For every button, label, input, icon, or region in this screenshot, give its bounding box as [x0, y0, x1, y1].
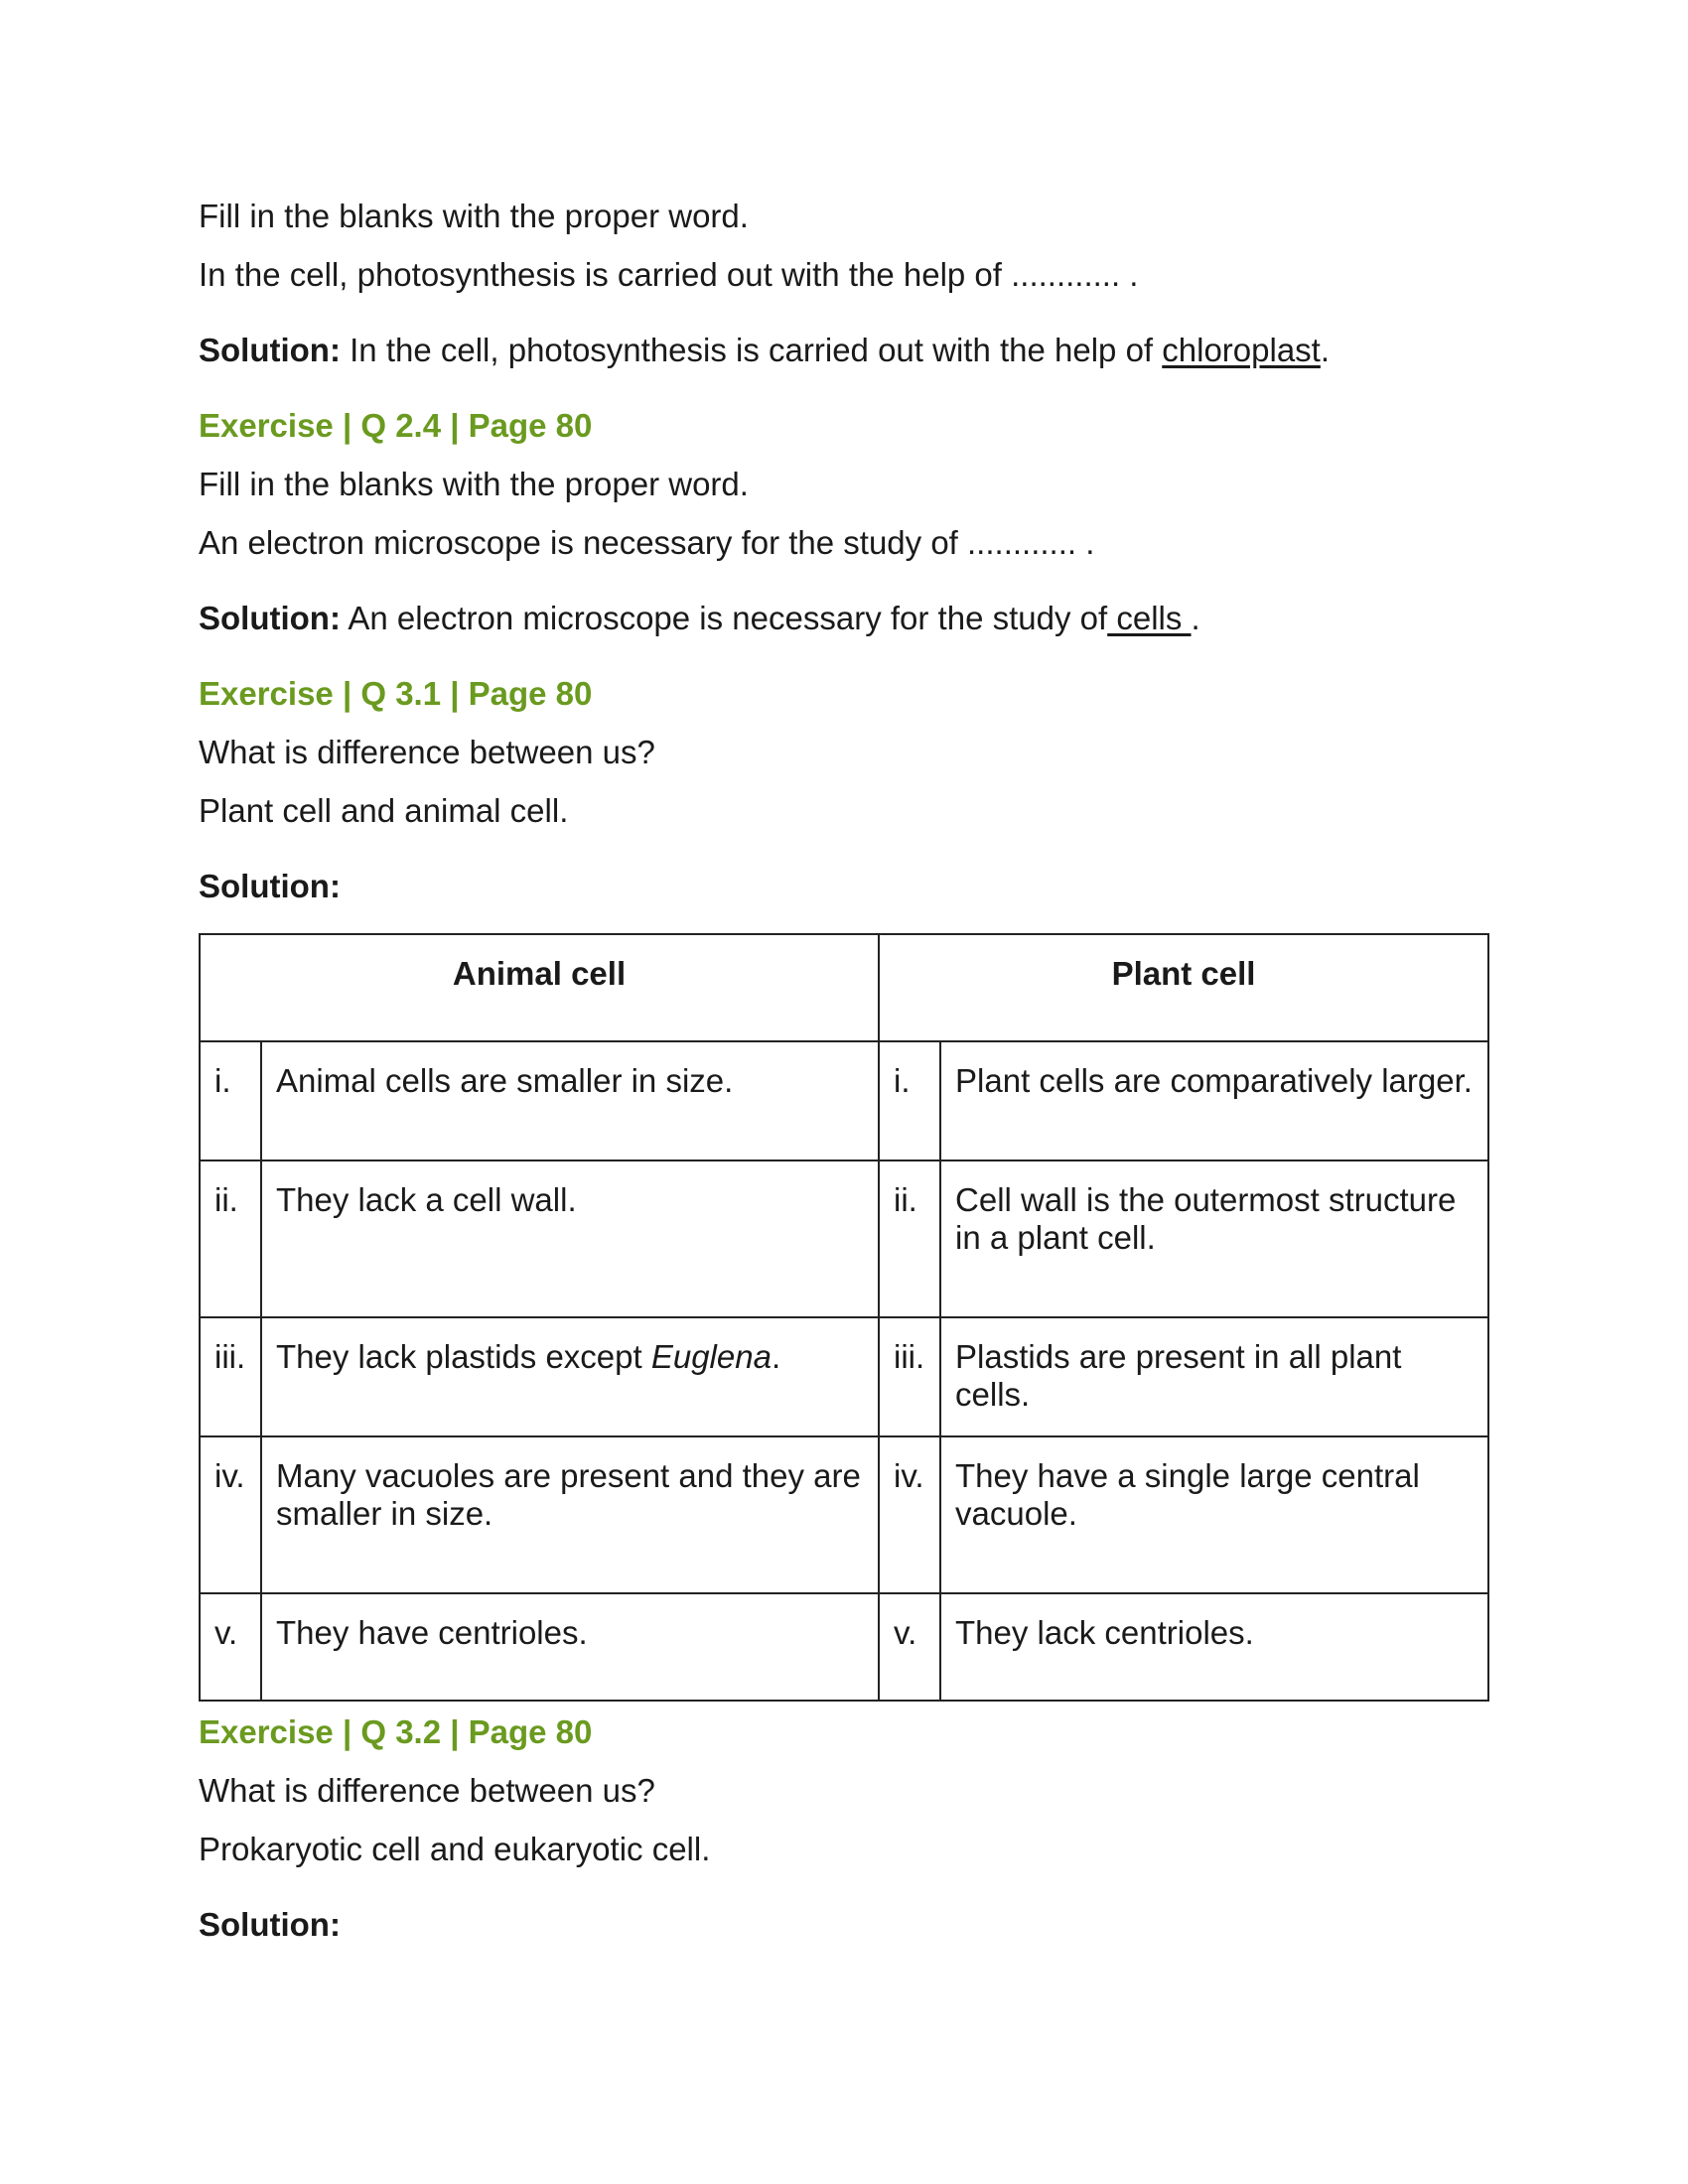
q24-solution-end: .	[1191, 600, 1200, 636]
animal-cell-text	[261, 1317, 879, 1436]
animal-cell-text: Animal cells are smaller in size.	[261, 1041, 879, 1160]
q31-subject: Plant cell and animal cell.	[199, 792, 569, 829]
row-number: v.	[200, 1593, 261, 1701]
q24-answer: cells	[1107, 600, 1192, 636]
table-row	[200, 1160, 1488, 1317]
plant-cell-text: They have a single large central vacuole.	[940, 1436, 1488, 1593]
animal-cell-text: They lack a cell wall.	[261, 1160, 879, 1317]
header-plant-cell: Plant cell	[879, 934, 1488, 1041]
animal-cell-text-pre: They lack plastids except	[276, 1338, 651, 1375]
document-page-lower	[199, 1712, 1489, 1945]
comparison-table	[199, 933, 1489, 1702]
q31-solution-label: Solution:	[199, 868, 341, 904]
plant-cell-text: Plant cells are comparatively larger.	[940, 1041, 1488, 1160]
q24-solution-text: An electron microscope is necessary for the study of	[340, 600, 1108, 636]
table-row	[200, 1436, 1488, 1593]
q23-question: In the cell, photosynthesis is carried out with the help of ............ .	[199, 256, 1139, 293]
plant-cell-text: Cell wall is the outermost structure in a plant cell.	[940, 1160, 1488, 1317]
q32-heading: Exercise | Q 3.2 | Page 80	[199, 1713, 593, 1750]
row-number: iii.	[200, 1317, 261, 1436]
q24-heading: Exercise | Q 2.4 | Page 80	[199, 407, 593, 444]
q23-answer: chloroplast	[1162, 332, 1321, 368]
euglena-italic: Euglena	[650, 1338, 772, 1375]
header-animal-cell: Animal cell	[200, 934, 879, 1041]
q32-solution-label: Solution:	[199, 1906, 341, 1943]
row-number: ii.	[879, 1160, 940, 1317]
row-number: iv.	[879, 1436, 940, 1593]
q24-instruction: Fill in the blanks with the proper word.	[199, 466, 749, 502]
row-number: iii.	[879, 1317, 940, 1436]
plant-cell-text: They lack centrioles.	[940, 1593, 1488, 1701]
q23-solution-end: .	[1320, 332, 1331, 368]
animal-cell-text-post: .	[771, 1338, 781, 1375]
q24-solution-label: Solution:	[199, 600, 341, 636]
q23-solution	[199, 331, 1489, 370]
q32-subject: Prokaryotic cell and eukaryotic cell.	[199, 1831, 711, 1867]
q24-question: An electron microscope is necessary for the study of ............ .	[199, 524, 1095, 561]
q31-question: What is difference between us?	[199, 734, 655, 770]
table-row	[200, 1041, 1488, 1160]
q32-question: What is difference between us?	[199, 1772, 655, 1809]
q24-solution	[199, 599, 1489, 638]
row-number: i.	[879, 1041, 940, 1160]
q23-instruction: Fill in the blanks with the proper word.	[199, 198, 749, 234]
row-number: i.	[200, 1041, 261, 1160]
row-number: iv.	[200, 1436, 261, 1593]
table-row	[200, 1317, 1488, 1436]
row-number: v.	[879, 1593, 940, 1701]
animal-cell-text: They have centrioles.	[261, 1593, 879, 1701]
animal-cell-text: Many vacuoles are present and they are smaller in size.	[261, 1436, 879, 1593]
plant-cell-text: Plastids are present in all plant cells.	[940, 1317, 1488, 1436]
q23-solution-label: Solution:	[199, 332, 341, 368]
q23-solution-text: In the cell, photosynthesis is carried out with the help of	[340, 332, 1163, 368]
table-header-row	[200, 934, 1488, 1041]
table-row	[200, 1593, 1488, 1701]
document-page	[199, 197, 1489, 906]
q31-heading: Exercise | Q 3.1 | Page 80	[199, 675, 593, 712]
row-number: ii.	[200, 1160, 261, 1317]
